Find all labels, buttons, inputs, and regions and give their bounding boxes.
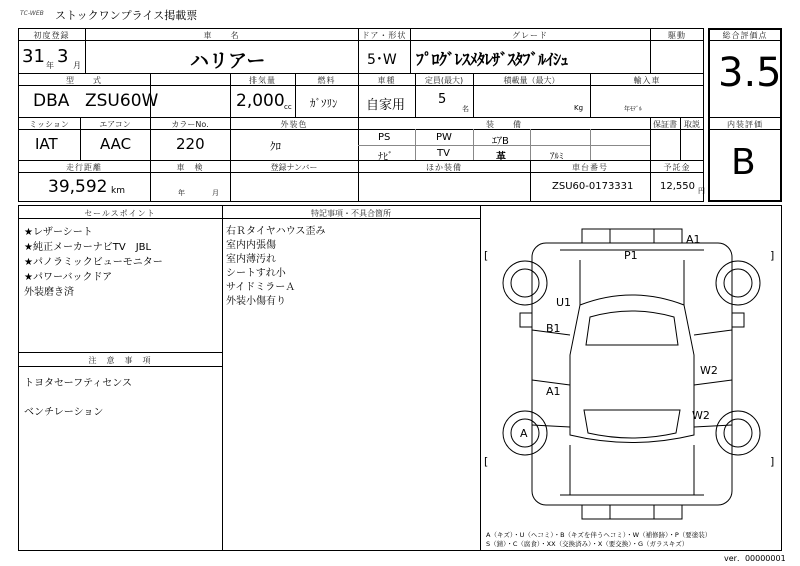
version-label: ver．00000001 bbox=[724, 554, 786, 563]
logo: TC-WEB bbox=[20, 10, 44, 17]
list-item: ★パワーバックドア bbox=[24, 272, 113, 283]
month-unit: 月 bbox=[73, 61, 81, 70]
equip-leather: 革 bbox=[496, 152, 506, 163]
equip-navi: ﾅﾋﾞ bbox=[378, 152, 393, 163]
label-chassis: 車台番号 bbox=[572, 163, 608, 172]
label-overall-score: 総合評価点 bbox=[722, 31, 768, 40]
list-item: サイドミラーＡ bbox=[226, 282, 296, 293]
damage-mark: A bbox=[520, 427, 528, 440]
label-mission: ミッション bbox=[29, 120, 69, 129]
displacement: 2,000 bbox=[236, 91, 285, 111]
inspection-month-unit: 月 bbox=[212, 189, 219, 197]
price-unit: 円 bbox=[698, 187, 705, 195]
label-import: 輸入車 bbox=[633, 76, 661, 85]
list-item: 室内内張傷 bbox=[226, 240, 276, 251]
label-other-equip: ほか装備 bbox=[426, 163, 462, 172]
legend-line-2: S（錆）・C（腐食）・XX（交換済み）・X（要交換）・G（ガラスキズ） bbox=[486, 540, 689, 548]
overall-score: 3.5 bbox=[718, 50, 782, 96]
list-item: シートすれ小 bbox=[226, 268, 286, 279]
label-manual: 取説 bbox=[684, 120, 700, 129]
label-price: 予託金 bbox=[663, 163, 691, 172]
rear-window bbox=[584, 410, 680, 438]
inspection-year-unit: 年 bbox=[178, 189, 185, 197]
import-note: 年ﾓﾃﾞﾙ bbox=[624, 106, 643, 113]
vehicle-type: 自家用 bbox=[366, 98, 406, 113]
label-plate: 登録ナンバー bbox=[270, 163, 318, 172]
equip-pw: PW bbox=[436, 132, 452, 143]
label-drive: 駆動 bbox=[668, 31, 686, 40]
list-item: 右Ｒタイヤハウス歪み bbox=[226, 226, 326, 237]
displacement-unit: cc bbox=[284, 103, 292, 111]
bracket-open: [ bbox=[484, 249, 489, 262]
grade: ﾌﾟﾛｸﾞﾚｽﾒﾀﾚｻﾞｽﾀﾌﾞﾙｲｼｭ bbox=[416, 50, 569, 69]
label-vehicle: 車種 bbox=[377, 76, 396, 85]
damage-mark: W2 bbox=[700, 364, 718, 377]
list-item: 外装小傷有り bbox=[226, 296, 286, 307]
list-item: トヨタセーフティセンス bbox=[24, 378, 132, 389]
list-item: ベンチレーション bbox=[24, 407, 104, 418]
label-displacement: 排気量 bbox=[249, 76, 276, 85]
list-item: ★レザーシート bbox=[24, 227, 93, 238]
cabin-outline bbox=[570, 295, 694, 443]
label-grade: グレード bbox=[512, 31, 548, 40]
label-load: 積載量（最大） bbox=[503, 76, 560, 85]
legend-line-1: A（キズ）・U（ヘコミ）・B（キズを伴うヘコミ）・W（補修跡）・P（要塗装） bbox=[486, 531, 712, 539]
first-reg-month: 3 bbox=[57, 46, 69, 67]
left-mirror bbox=[520, 313, 532, 327]
fuel: ｶﾞｿﾘﾝ bbox=[310, 97, 338, 110]
right-mirror bbox=[732, 313, 744, 327]
spec-table bbox=[18, 28, 704, 202]
year-unit: 年 bbox=[46, 61, 54, 70]
label-first-reg: 初度登録 bbox=[33, 31, 70, 40]
model: ZSU60W bbox=[85, 91, 159, 111]
equip-ps: PS bbox=[378, 132, 391, 143]
wheel-front-left bbox=[503, 261, 547, 305]
label-caution: 注 意 事 項 bbox=[88, 356, 152, 365]
exterior-color: ｸﾛ bbox=[270, 140, 281, 153]
interior-score: B bbox=[731, 142, 756, 183]
equip-tv: TV bbox=[437, 148, 450, 159]
rear-bumper bbox=[582, 505, 682, 519]
label-car-name: 車 名 bbox=[203, 31, 240, 40]
aircon: AAC bbox=[100, 135, 132, 153]
wheel-rear-right bbox=[716, 411, 760, 455]
label-mileage: 走行距離 bbox=[66, 163, 102, 172]
list-item: 外装磨き済 bbox=[24, 287, 74, 298]
door-type: 5･W bbox=[367, 52, 397, 68]
label-notices: 特記事項・不具合箇所 bbox=[311, 209, 391, 218]
model-prefix: DBA bbox=[33, 91, 70, 111]
damage-mark: P1 bbox=[624, 249, 638, 262]
capacity-unit: 名 bbox=[462, 105, 469, 113]
label-aircon: エアコン bbox=[99, 120, 131, 129]
first-reg-year: 31 bbox=[22, 46, 45, 67]
damage-mark: U1 bbox=[556, 296, 572, 309]
car-name: ハリアー bbox=[190, 50, 266, 72]
label-door-type: ドア・形状 bbox=[361, 31, 407, 40]
damage-mark: A1 bbox=[546, 385, 561, 398]
mission: IAT bbox=[35, 135, 58, 153]
label-sales-points: セールスポイント bbox=[84, 209, 156, 218]
list-item: ★純正メーカーナビTV JBL bbox=[24, 242, 152, 253]
bracket-close: ] bbox=[770, 455, 775, 468]
price: 12,550 bbox=[660, 181, 695, 192]
color-no: 220 bbox=[176, 135, 205, 153]
label-equipment: 装 備 bbox=[486, 120, 522, 129]
mileage: 39,592 bbox=[48, 177, 108, 197]
mileage-unit: km bbox=[111, 186, 125, 196]
label-capacity: 定員(最大) bbox=[424, 76, 464, 85]
label-inspection: 車 検 bbox=[176, 163, 204, 172]
chassis-number: ZSU60-0173331 bbox=[552, 181, 634, 192]
list-item: ★パノラミックビューモニター bbox=[24, 257, 163, 268]
windshield bbox=[586, 311, 678, 345]
label-fuel: 燃料 bbox=[317, 76, 336, 85]
page-title: ストックワンプライス掲載票 bbox=[55, 9, 198, 22]
damage-mark: B1 bbox=[546, 322, 561, 335]
capacity: 5 bbox=[438, 92, 447, 107]
damage-mark: A1 bbox=[686, 233, 701, 246]
bracket-open: [ bbox=[484, 455, 489, 468]
list-item: 室内薄汚れ bbox=[226, 254, 276, 265]
label-exterior: 外装色 bbox=[280, 120, 308, 129]
equip-airbag: ｴｱB bbox=[492, 136, 509, 147]
wheel-front-right bbox=[716, 261, 760, 305]
load-unit: Kg bbox=[574, 104, 584, 112]
damage-mark: W2 bbox=[692, 409, 710, 422]
equip-alloy: ｱﾙﾐ bbox=[550, 152, 564, 162]
front-bumper bbox=[582, 229, 682, 243]
label-model: 型 式 bbox=[66, 76, 102, 85]
label-interior-score: 内装評価 bbox=[727, 120, 763, 129]
bracket-close: ] bbox=[770, 249, 775, 262]
label-color-no: カラーNo. bbox=[171, 120, 209, 129]
label-warranty: 保証書 bbox=[653, 120, 677, 129]
